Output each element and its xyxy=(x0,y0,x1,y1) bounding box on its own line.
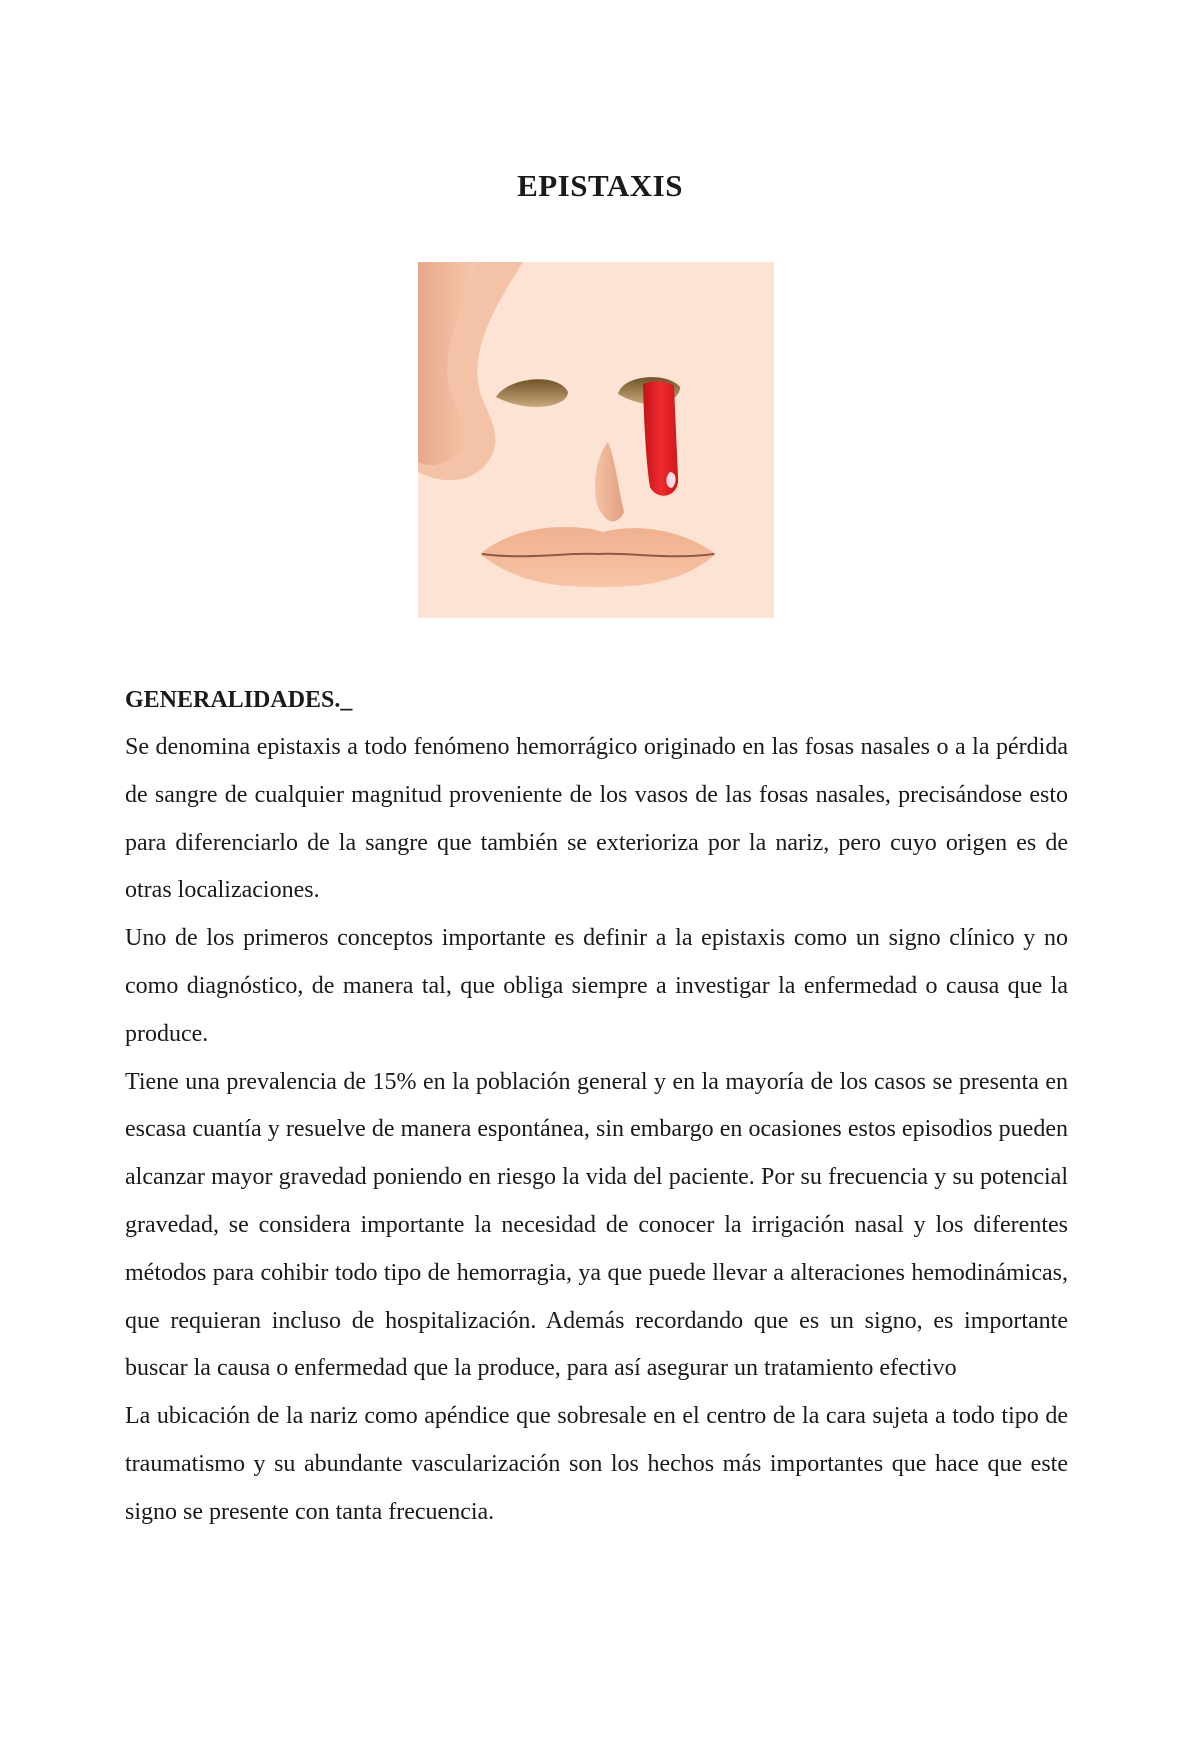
document-body xyxy=(125,682,1068,1537)
paragraph-definition: Se denomina epistaxis a todo fenómeno hemorrágico originado en las fosas nasales o a la pérdida de sangre de cualquier magnitud proveniente de los vasos de las fosas nasales, precisándose esto para diferenciarlo de la sangre que también se exterioriza por la nariz, pero cuyo origen es de otras localizaciones. xyxy=(125,734,1068,904)
section-heading: GENERALIDADES._ xyxy=(125,687,353,713)
paragraph-concept: Uno de los primeros conceptos importante es definir a la epistaxis como un signo clínico y no como diagnóstico, de manera tal, que obliga siempre a investigar la enfermedad o causa que la produce. xyxy=(125,925,1068,1047)
nosebleed-illustration xyxy=(418,262,774,618)
paragraph-location: La ubicación de la nariz como apéndice que sobresale en el centro de la cara sujeta a todo tipo de traumatismo y su abundante vascularización son los hechos más importantes que hace que este signo se presente con tanta frecuencia. xyxy=(125,1403,1068,1525)
paragraph-prevalence: Tiene una prevalencia de 15% en la población general y en la mayoría de los casos se presenta en escasa cuantía y resuelve de manera espontánea, sin embargo en ocasiones estos episodios pueden alcanzar mayor gravedad poniendo en riesgo la vida del paciente. Por su frecuencia y su potencial gravedad, se considera importante la necesidad de conocer la irrigación nasal y los diferentes métodos para cohibir todo tipo de hemorragia, ya que puede llevar a alteraciones hemodinámicas, que requieran incluso de hospitalización. Además recordando que es un signo, es importante buscar la causa o enfermedad que la produce, para así asegurar un tratamiento efectivo xyxy=(125,1068,1068,1382)
document-title: EPISTAXIS xyxy=(517,168,683,203)
